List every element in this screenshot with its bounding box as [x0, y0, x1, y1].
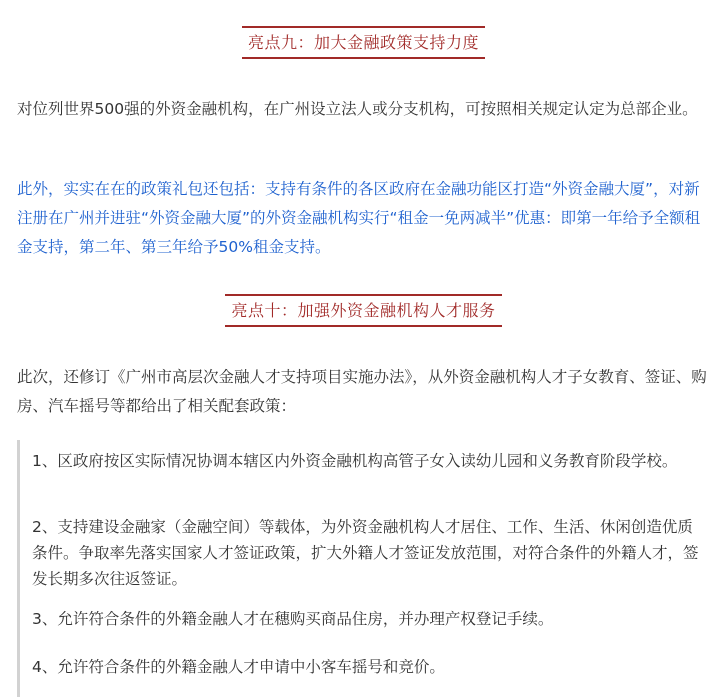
paragraph-fortune500: 对位列世界500强的外资金融机构，在广州设立法人或分支机构，可按照相关规定认定为总部企业。 [17, 100, 698, 118]
paragraph-talent-measures: 此次，还修订《广州市高层次金融人才支持项目实施办法》，从外资金融机构人才子女教育、签证、购房、汽车摇号等都给出了相关配套政策： [17, 368, 707, 415]
section-heading-10 [0, 294, 727, 327]
list-item: 4、允许符合条件的外籍金融人才申请中小客车摇号和竞价。 [32, 658, 445, 676]
section-heading-9-label: 亮点九：加大金融政策支持力度 [242, 26, 485, 59]
policy-list-blockquote [17, 440, 711, 697]
list-item: 1、区政府按区实际情况协调本辖区内外资金融机构高管子女入读幼儿园和义务教育阶段学校。 [32, 452, 678, 470]
section-heading-10-label: 亮点十：加强外资金融机构人才服务 [225, 294, 501, 327]
list-item: 3、允许符合条件的外籍金融人才在穗购买商品住房，并办理产权登记手续。 [32, 610, 554, 628]
paragraph-policy-package: 此外，实实在在的政策礼包还包括：支持有条件的各区政府在金融功能区打造“外资金融大厦”，对新注册在广州并进驻“外资金融大厦”的外资金融机构实行“租金一免两减半”优惠：即第一年给予全额租金支持，第二年、第三年给予50%租金支持。 [17, 180, 701, 256]
section-heading-9 [0, 26, 727, 59]
list-item: 2、支持建设金融家（金融空间）等载体，为外资金融机构人才居住、工作、生活、休闲创造优质条件。争取率先落实国家人才签证政策，扩大外籍人才签证发放范围，对符合条件的外籍人才，签发长期多次往返签证。 [32, 518, 699, 588]
